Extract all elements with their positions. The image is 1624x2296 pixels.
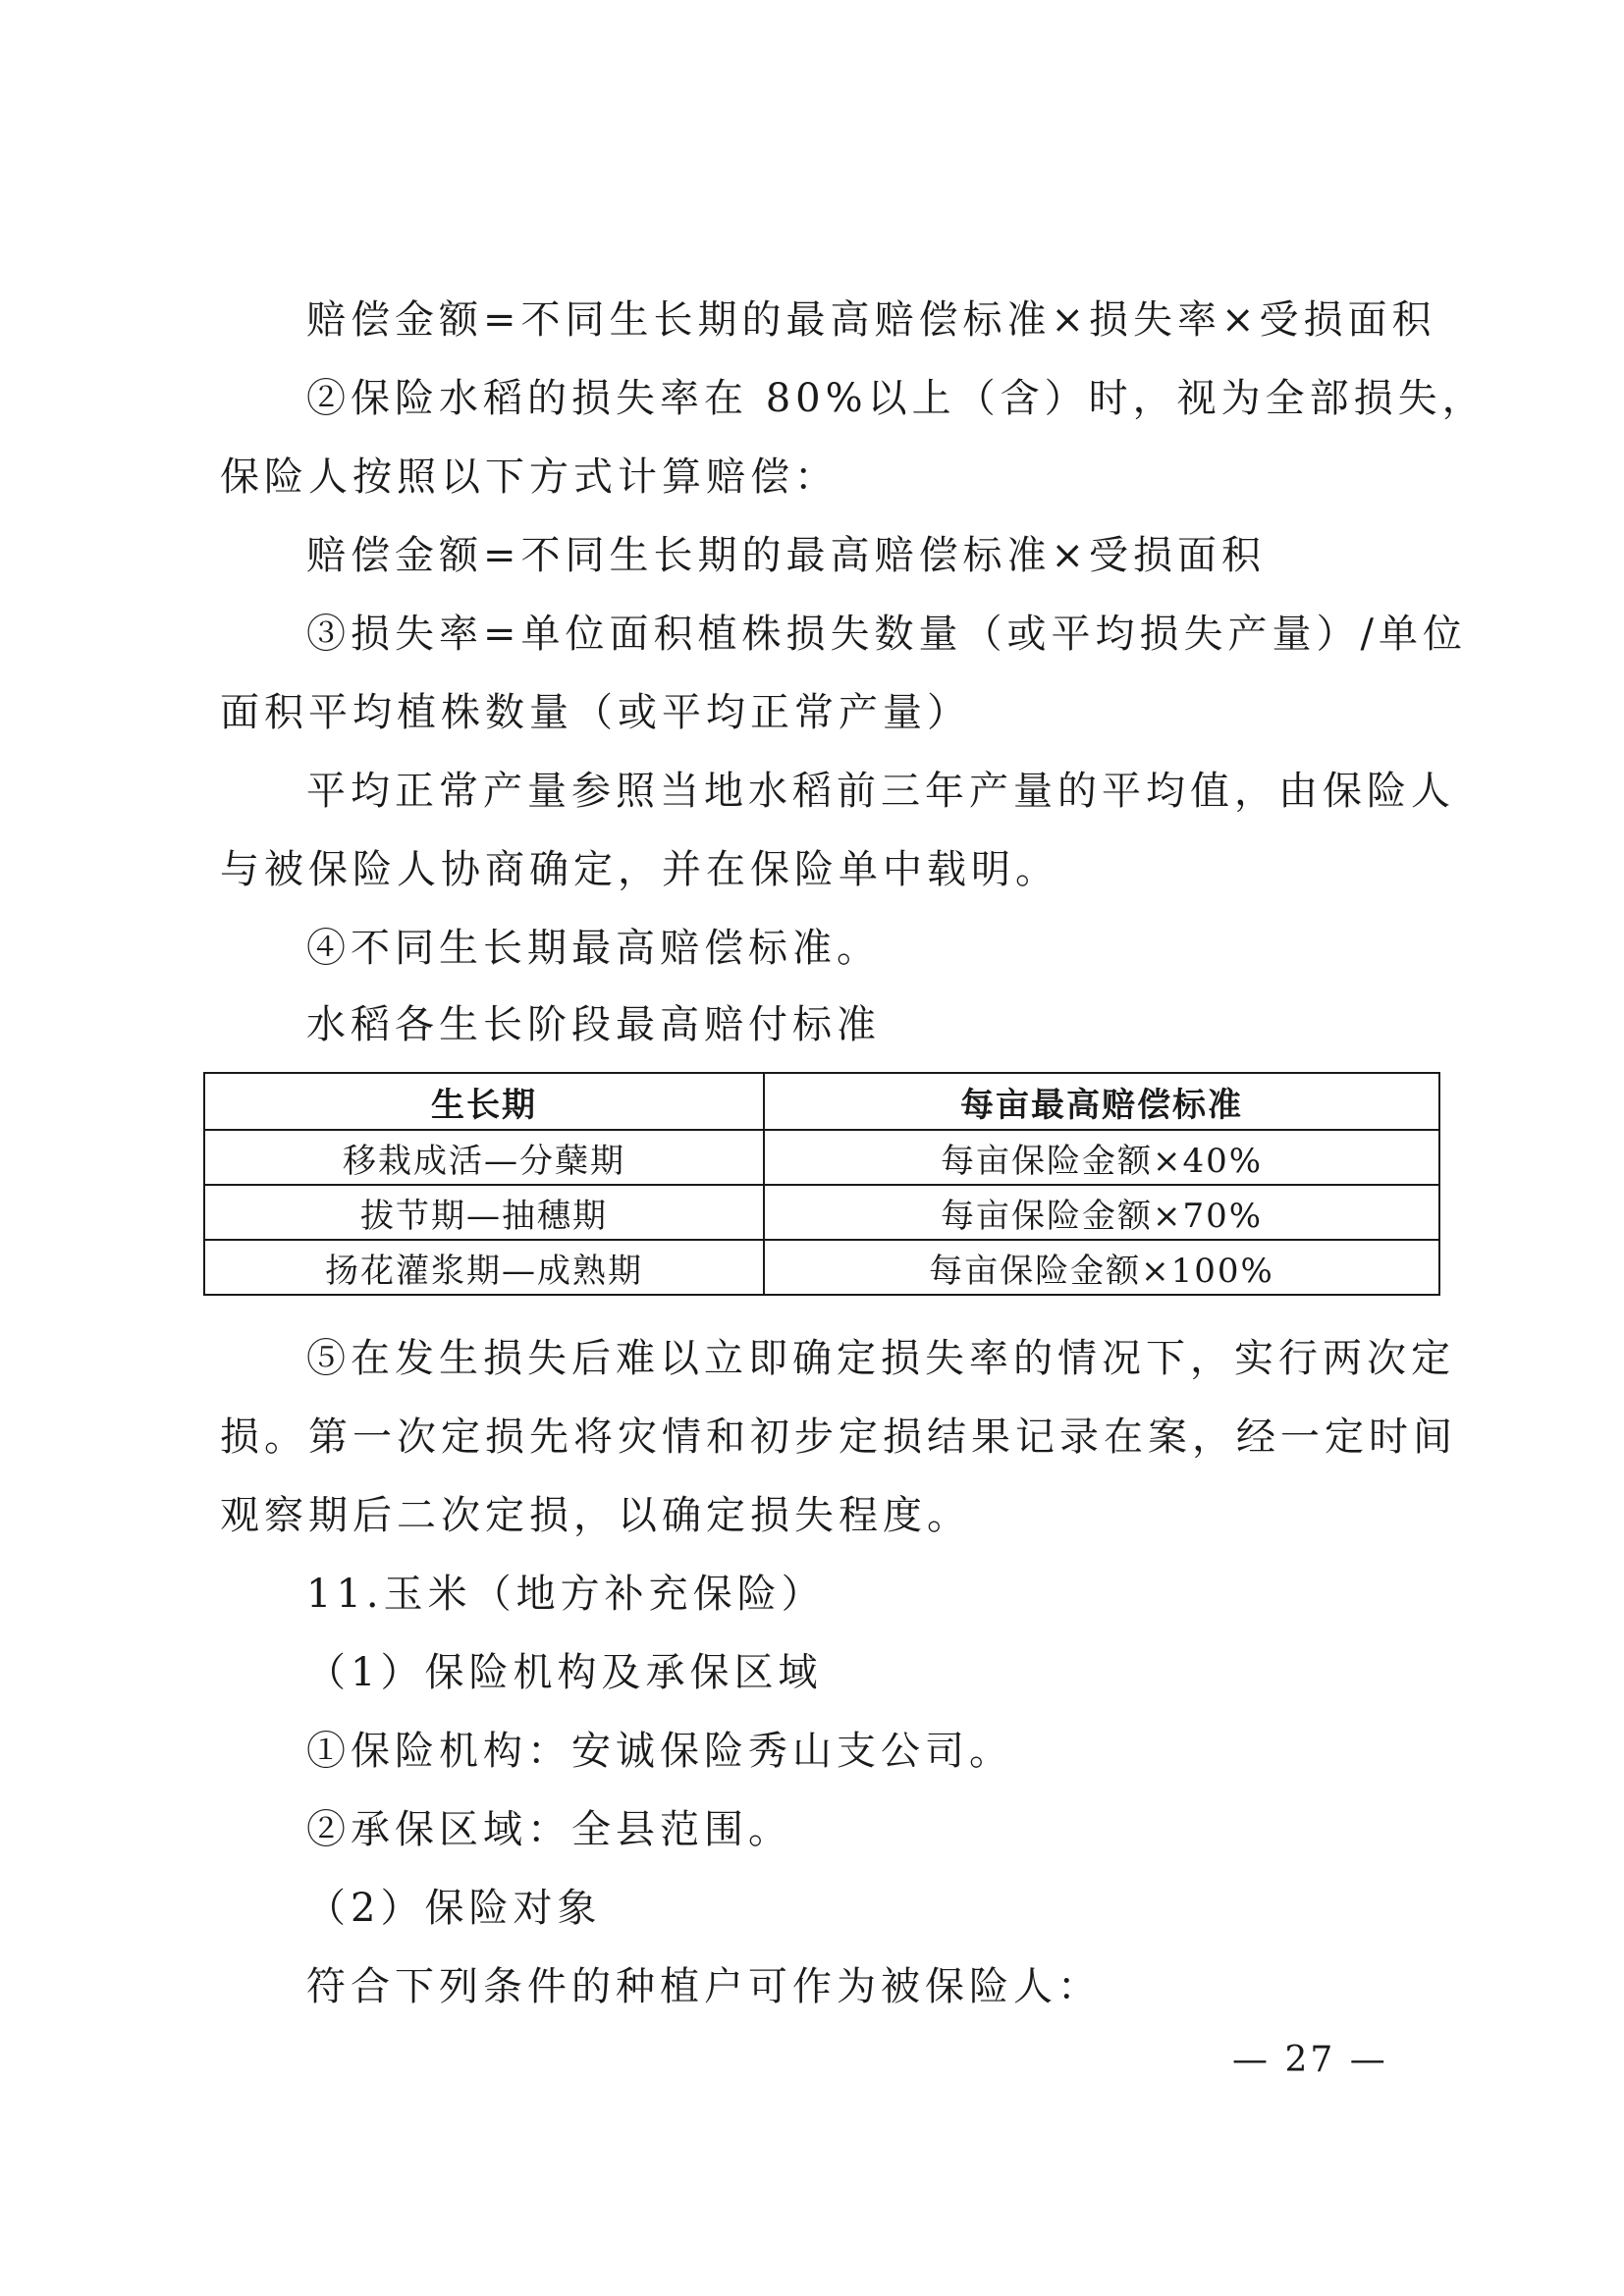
subheading-insured-object: （2）保险对象 bbox=[306, 1886, 602, 1931]
page-number: — 27 — bbox=[1232, 2040, 1388, 2080]
paragraph-item-4: ④不同生长期最高赔偿标准。 bbox=[306, 926, 881, 971]
table-cell: 拔节期—抽穗期 bbox=[204, 1185, 764, 1240]
paragraph-area: ②承保区域：全县范围。 bbox=[306, 1807, 792, 1852]
paragraph-item-2-cont: 保险人按照以下方式计算赔偿： bbox=[220, 454, 839, 500]
paragraph-eligibility: 符合下列条件的种植户可作为被保险人： bbox=[306, 1964, 1102, 2009]
table-cell: 每亩保险金额×100% bbox=[764, 1240, 1439, 1295]
subheading-insurer-area: （1）保险机构及承保区域 bbox=[306, 1650, 823, 1695]
table-cell: 扬花灌浆期—成熟期 bbox=[204, 1240, 764, 1295]
table-header-cell: 生长期 bbox=[204, 1073, 764, 1130]
paragraph-item-5-cont: 损。第一次定损先将灾情和初步定损结果记录在案，经一定时间 bbox=[220, 1415, 1457, 1460]
table-header-row bbox=[204, 1073, 1439, 1130]
paragraph-normal-yield: 平均正常产量参照当地水稻前三年产量的平均值，由保险人 bbox=[306, 769, 1455, 814]
table-row bbox=[204, 1240, 1439, 1295]
paragraph-insurer: ①保险机构：安诚保险秀山支公司。 bbox=[306, 1729, 1013, 1774]
table-cell: 每亩保险金额×70% bbox=[764, 1185, 1439, 1240]
paragraph-item-5: ⑤在发生损失后难以立即确定损失率的情况下，实行两次定 bbox=[306, 1336, 1455, 1381]
paragraph-item-3: ③损失率=单位面积植株损失数量（或平均损失产量）/单位 bbox=[306, 612, 1467, 657]
table-caption: 水稻各生长阶段最高赔付标准 bbox=[306, 1002, 881, 1047]
paragraph-normal-yield-cont: 与被保险人协商确定，并在保险单中载明。 bbox=[220, 847, 1059, 892]
paragraph-formula-1: 赔偿金额=不同生长期的最高赔偿标准×损失率×受损面积 bbox=[306, 297, 1436, 343]
section-heading-corn: 11.玉米（地方补充保险） bbox=[306, 1572, 826, 1617]
table-row bbox=[204, 1130, 1439, 1185]
paragraph-item-3-cont: 面积平均植株数量（或平均正常产量） bbox=[220, 690, 971, 735]
table-cell: 移栽成活—分蘖期 bbox=[204, 1130, 764, 1185]
table-cell: 每亩保险金额×40% bbox=[764, 1130, 1439, 1185]
table-row bbox=[204, 1185, 1439, 1240]
paragraph-item-5-cont2: 观察期后二次定损，以确定损失程度。 bbox=[220, 1493, 971, 1538]
paragraph-formula-2: 赔偿金额=不同生长期的最高赔偿标准×受损面积 bbox=[306, 533, 1267, 578]
table-header-cell: 每亩最高赔偿标准 bbox=[764, 1073, 1439, 1130]
paragraph-item-2: ②保险水稻的损失率在 80%以上（含）时，视为全部损失， bbox=[306, 376, 1487, 421]
compensation-table bbox=[203, 1072, 1440, 1296]
